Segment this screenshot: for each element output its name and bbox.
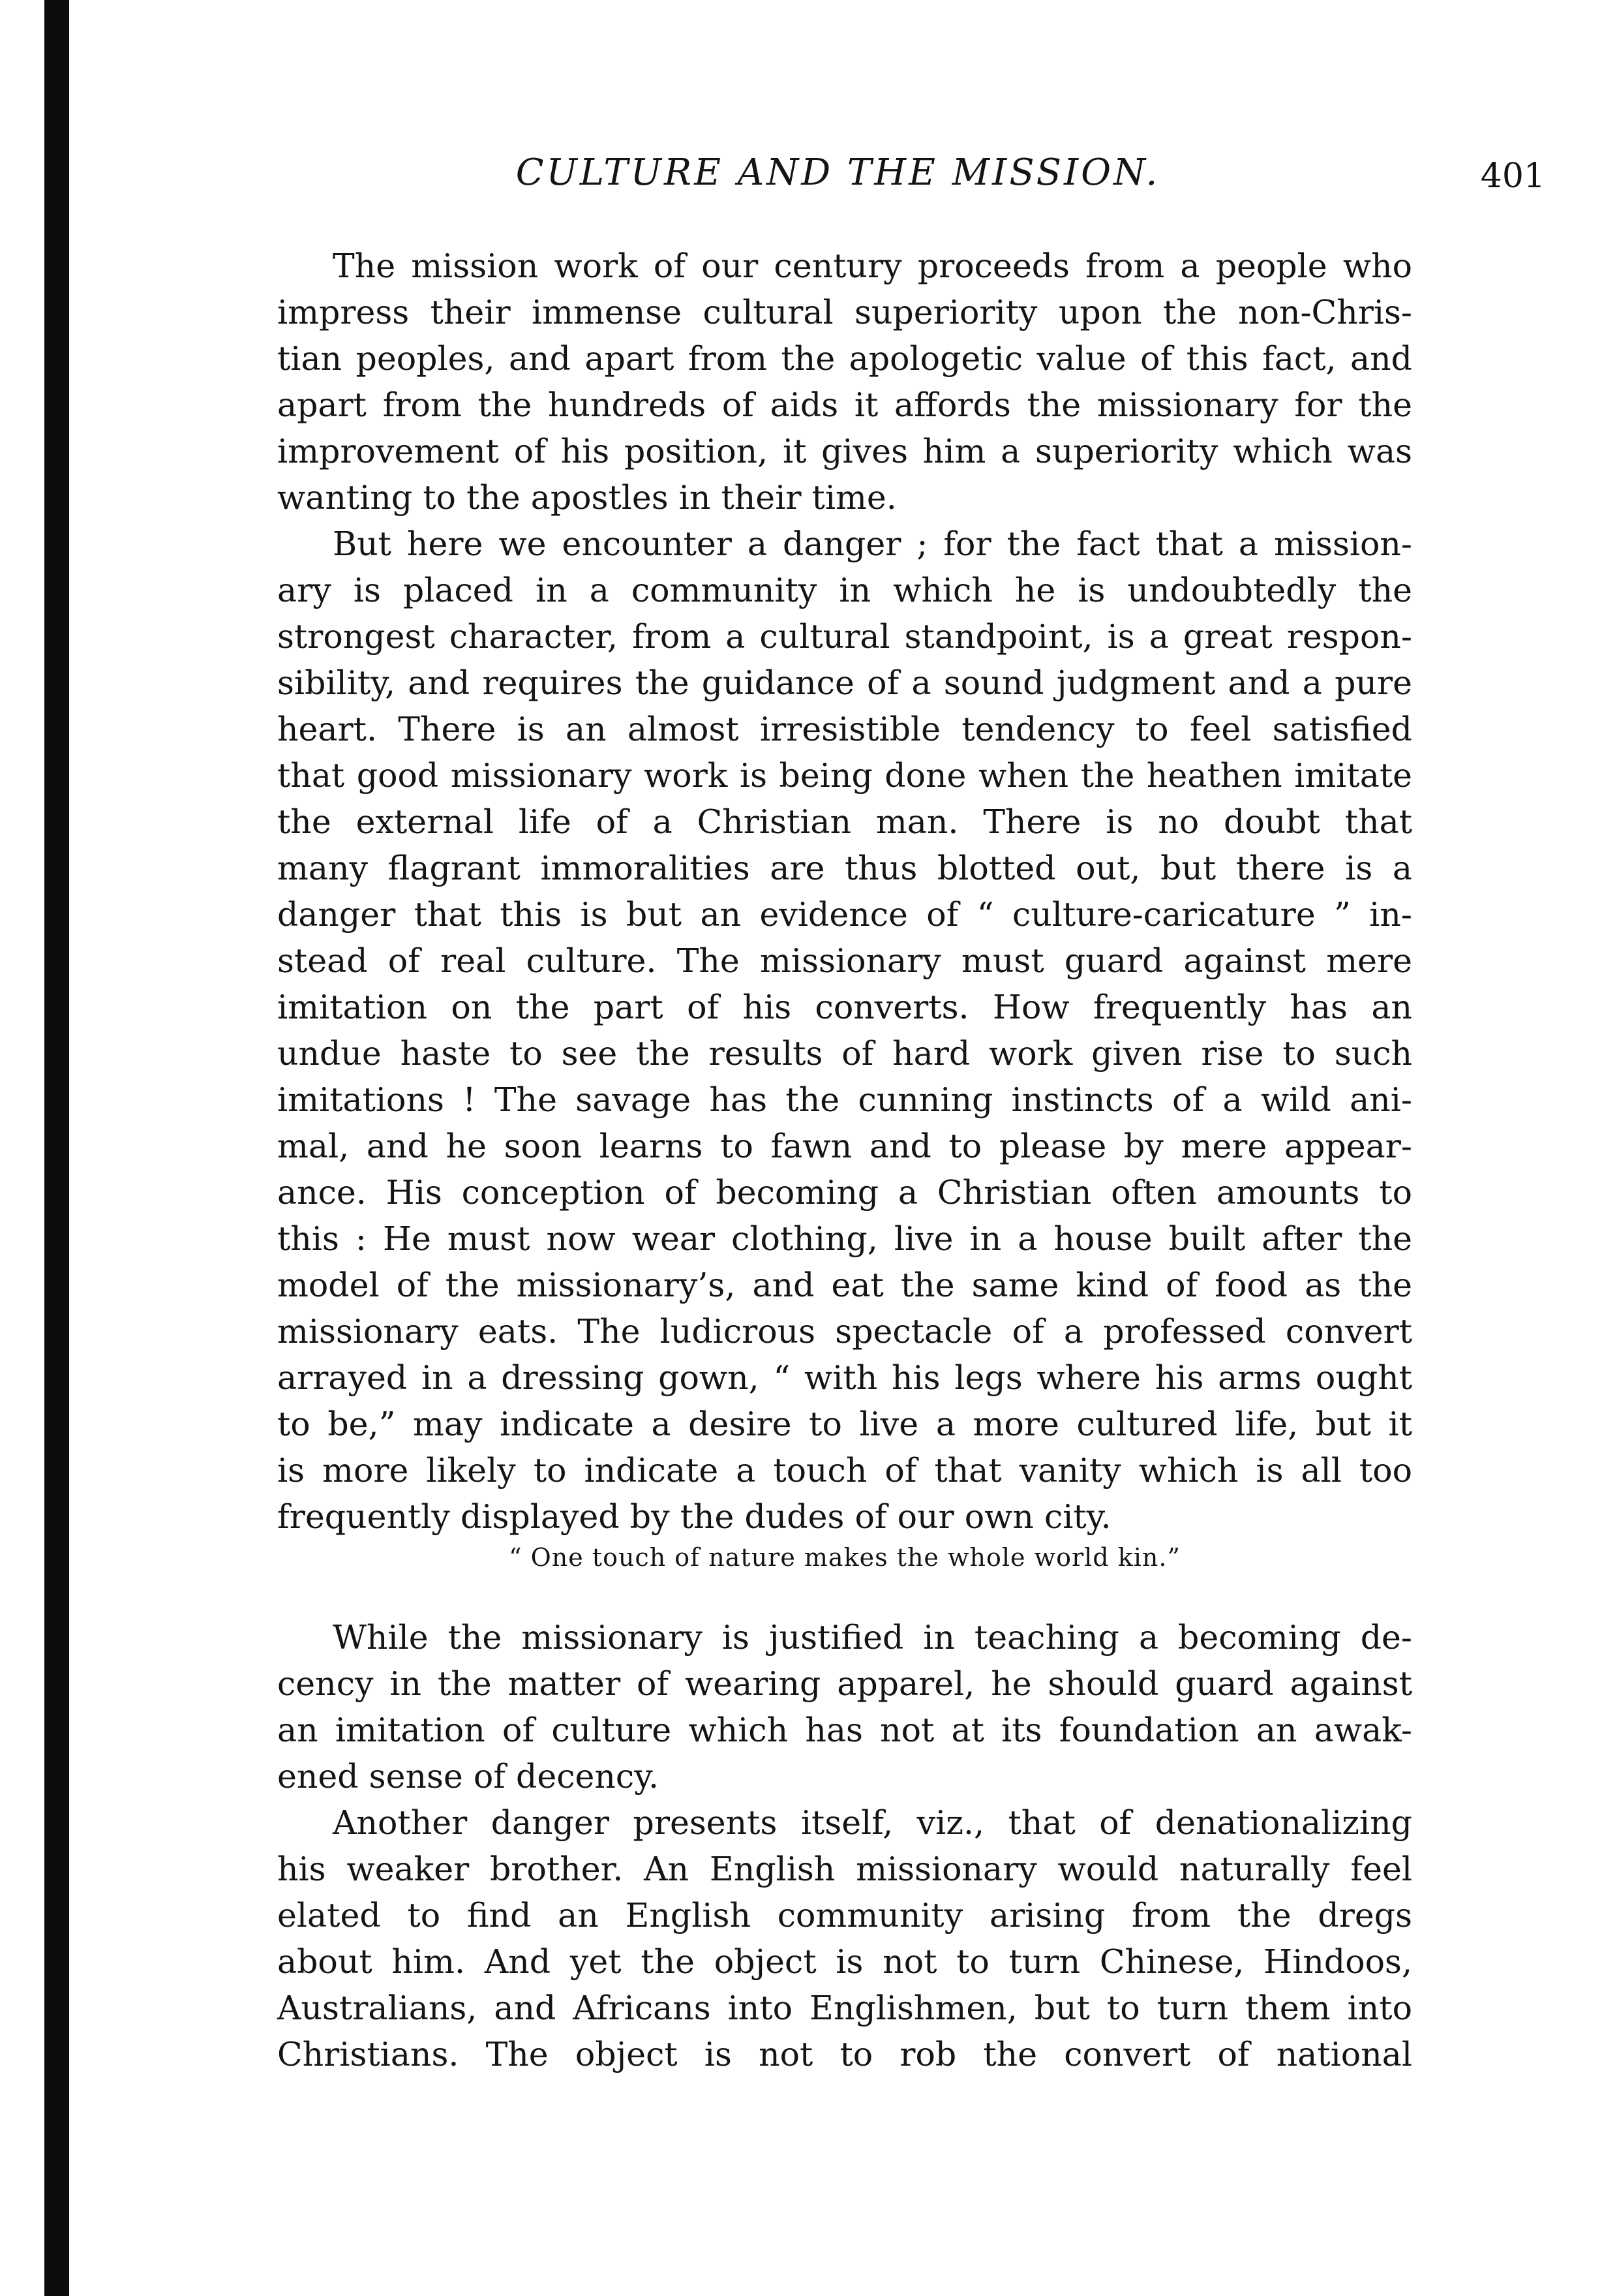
paragraph-line: sibility, and requires the guidance of a sound judgment and a pure xyxy=(277,664,1412,702)
paragraph-line: the external life of a Christian man. There is no doubt that xyxy=(277,803,1412,841)
paragraph-line: that good missionary work is being done when the heathen imitate xyxy=(277,756,1412,795)
paragraph-line: While the missionary is justified in teaching a becoming de- xyxy=(333,1618,1412,1657)
paragraph-line: tian peoples, and apart from the apologetic value of this fact, and xyxy=(277,339,1412,378)
paragraph-line: model of the missionary’s, and eat the same kind of food as the xyxy=(277,1266,1412,1304)
paragraph-1 xyxy=(277,243,1412,521)
page-header xyxy=(280,151,1545,210)
paragraph-line: impress their immense cultural superiority upon the non-Chris- xyxy=(277,293,1412,331)
paragraph-line: improvement of his position, it gives him a superiority which was xyxy=(277,432,1412,470)
page-number: 401 xyxy=(1480,157,1545,196)
paragraph-line: undue haste to see the results of hard work given rise to such xyxy=(277,1034,1412,1073)
paragraph-line: his weaker brother. An English missionary would naturally feel xyxy=(277,1850,1412,1888)
paragraph-line: this : He must now wear clothing, live in a house built after the xyxy=(277,1219,1412,1258)
paragraph-line: strongest character, from a cultural standpoint, is a great respon- xyxy=(277,617,1412,656)
paragraph-line: Another danger presents itself, viz., that of denationalizing xyxy=(333,1803,1412,1842)
paragraph-2 xyxy=(277,521,1412,1540)
paragraph-line: But here we encounter a danger ; for the fact that a mission- xyxy=(333,525,1412,563)
paragraph-line: to be,” may indicate a desire to live a more cultured life, but it xyxy=(277,1405,1412,1443)
paragraph-line: imitations ! The savage has the cunning instincts of a wild ani- xyxy=(277,1080,1412,1119)
paragraph-line: elated to find an English community arising from the dregs xyxy=(277,1896,1412,1935)
paragraph-line: mal, and he soon learns to fawn and to please by mere appear- xyxy=(277,1127,1412,1165)
paragraph-4 xyxy=(277,1799,1412,2077)
paragraph-line: danger that this is but an evidence of “ culture-caricature ” in- xyxy=(277,895,1412,934)
paragraph-3 xyxy=(277,1614,1412,1799)
paragraph-line: arrayed in a dressing gown, “ with his legs where his arms ought xyxy=(277,1358,1412,1397)
paragraph-line: imitation on the part of his converts. How frequently has an xyxy=(277,988,1412,1026)
paragraph-line: an imitation of culture which has not at its foundation an awak- xyxy=(277,1711,1412,1749)
running-title: CULTURE AND THE MISSION. xyxy=(515,151,1160,194)
paragraph-line: wanting to the apostles in their time. xyxy=(277,478,897,517)
paragraph-line: apart from the hundreds of aids it affords the missionary for the xyxy=(277,386,1412,424)
paragraph-line: cency in the matter of wearing apparel, he should guard against xyxy=(277,1664,1412,1703)
scan-spine-shadow xyxy=(44,0,69,2296)
paragraph-line: about him. And yet the object is not to turn Chinese, Hindoos, xyxy=(277,1942,1412,1981)
paragraph-line: heart. There is an almost irresistible tendency to feel satisfied xyxy=(277,710,1412,748)
paragraph-line: ened sense of decency. xyxy=(277,1757,659,1796)
paragraph-line: The mission work of our century proceeds from a people who xyxy=(333,247,1412,285)
paragraph-line: Christians. The object is not to rob the convert of national xyxy=(277,2035,1412,2074)
paragraph-line: ary is placed in a community in which he is undoubtedly the xyxy=(277,571,1412,609)
paragraph-line: is more likely to indicate a touch of that vanity which is all too xyxy=(277,1451,1412,1490)
epigraph-quote: “ One touch of nature makes the whole world kin.” xyxy=(509,1543,1181,1572)
paragraph-line: stead of real culture. The missionary must guard against mere xyxy=(277,941,1412,980)
paragraph-line: missionary eats. The ludicrous spectacle of a professed convert xyxy=(277,1312,1412,1351)
paragraph-line: ance. His conception of becoming a Christian often amounts to xyxy=(277,1173,1412,1212)
paragraph-line: frequently displayed by the dudes of our own city. xyxy=(277,1497,1111,1536)
paragraph-line: Australians, and Africans into Englishmen, but to turn them into xyxy=(277,1989,1412,2027)
paragraph-line: many flagrant immoralities are thus blotted out, but there is a xyxy=(277,849,1412,887)
